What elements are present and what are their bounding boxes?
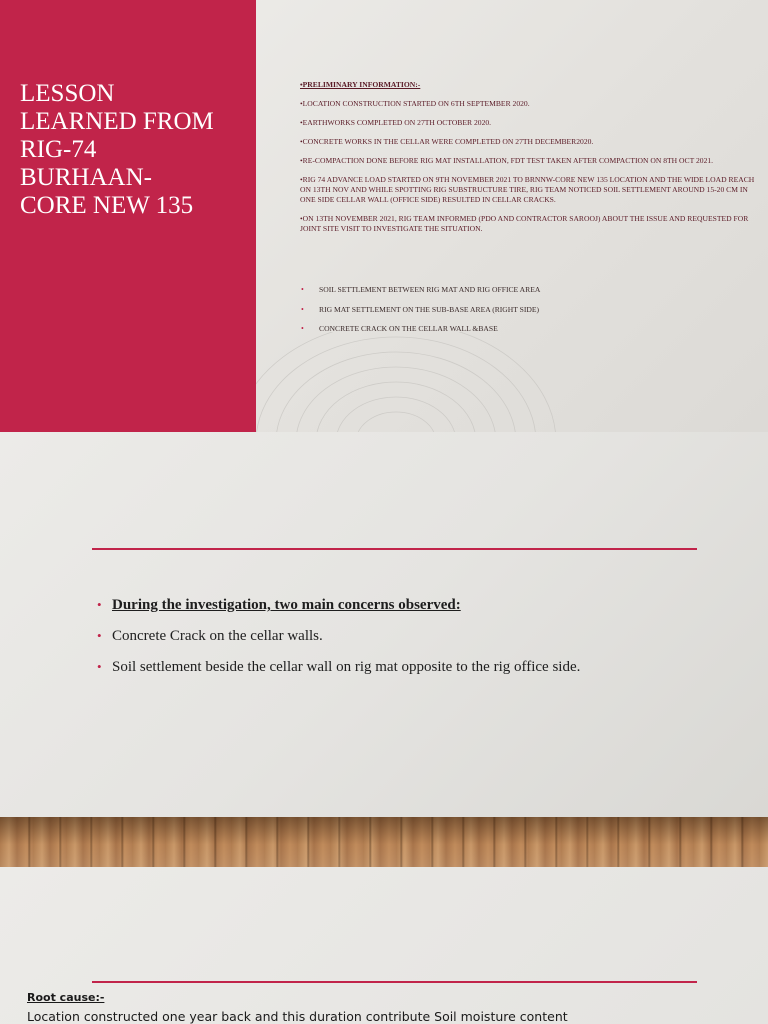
- slide-root-cause: [0, 867, 768, 1024]
- list-item: [300, 305, 760, 325]
- wood-floor-decoration: [0, 817, 768, 867]
- list-item: [97, 595, 737, 626]
- info-paragraph: •RE-COMPACTION DONE BEFORE RIG MAT INSTALLATION, FDT TEST TAKEN AFTER COMPACTION ON 8TH OCT 2021.: [300, 156, 714, 165]
- title-panel: [0, 0, 256, 432]
- list-item-text: RIG MAT SETTLEMENT ON THE SUB-BASE AREA (RIGHT SIDE): [319, 304, 540, 314]
- list-item-text: Concrete Crack on the cellar walls.: [112, 628, 323, 644]
- list-item: [300, 285, 760, 305]
- bullet-icon: •: [97, 628, 102, 643]
- preliminary-heading: •PRELIMINARY INFORMATION:-: [300, 80, 421, 89]
- list-item: [300, 324, 760, 344]
- slide-title: [20, 80, 245, 220]
- info-paragraph: •LOCATION CONSTRUCTION STARTED ON 6TH SEPTEMBER 2020.: [300, 99, 530, 108]
- floor-shade: [0, 817, 768, 867]
- slide-investigation: [0, 432, 768, 817]
- concerns-list: [97, 595, 737, 688]
- info-paragraph: •ON 13TH NOVEMBER 2021, RIG TEAM INFORMED (PDO AND CONTRACTOR SAROOJ) ABOUT THE ISSUE AND REQUESTED FOR JOINT SITE VISIT TO INVESTIGATE THE SITUATION.: [300, 214, 749, 233]
- title-line: LEARNED FROM: [20, 108, 214, 135]
- list-item: [97, 657, 737, 688]
- findings-list: [300, 285, 760, 344]
- list-item-text: CONCRETE CRACK ON THE CELLAR WALL &BASE: [319, 324, 498, 333]
- bullet-icon: •: [301, 324, 304, 333]
- list-item-text: SOIL SETTLEMENT BETWEEN RIG MAT AND RIG OFFICE AREA: [319, 285, 541, 294]
- divider: [92, 548, 697, 550]
- list-item-text: Soil settlement beside the cellar wall on rig mat opposite to the rig office side.: [112, 659, 581, 675]
- slide-lesson-learned: [0, 0, 768, 432]
- bullet-icon: •: [97, 597, 102, 612]
- divider: [92, 981, 697, 983]
- preliminary-info: [300, 80, 762, 243]
- bullet-icon: •: [301, 304, 304, 314]
- root-cause-text: Location constructed one year back and this duration contribute Soil moisture content: [27, 1009, 568, 1024]
- title-line: LESSON: [20, 80, 115, 107]
- title-line: RIG-74: [20, 136, 97, 163]
- info-paragraph: •CONCRETE WORKS IN THE CELLAR WERE COMPLETED ON 27TH DECEMBER2020.: [300, 137, 594, 146]
- bullet-icon: •: [301, 285, 304, 294]
- list-item: [97, 626, 737, 657]
- list-item-text: During the investigation, two main concerns observed:: [112, 597, 461, 613]
- decorative-arcs: [256, 332, 768, 432]
- bullet-icon: •: [97, 659, 102, 674]
- root-cause-label: Root cause:-: [27, 991, 105, 1004]
- info-paragraph: •EARTHWORKS COMPLETED ON 27TH OCTOBER 2020.: [300, 118, 492, 127]
- title-line: BURHAAN-: [20, 164, 152, 191]
- title-line: CORE NEW 135: [20, 192, 194, 219]
- info-paragraph: •RIG 74 ADVANCE LOAD STARTED ON 9TH NOVEMBER 2021 TO BRNNW-CORE NEW 135 LOCATION AND THE WIDE LOAD REACH ON 13TH NOV AND WHILE SPOTTING RIG SUBSTRUCTURE TIRE, RIG TEAM NOTICED SOIL SETTLEMENT AROUND 15-20 CM IN ONE SIDE CELLAR WALL (OFFICE SIDE) RESULTED IN CELLAR CRACKS.: [300, 175, 755, 204]
